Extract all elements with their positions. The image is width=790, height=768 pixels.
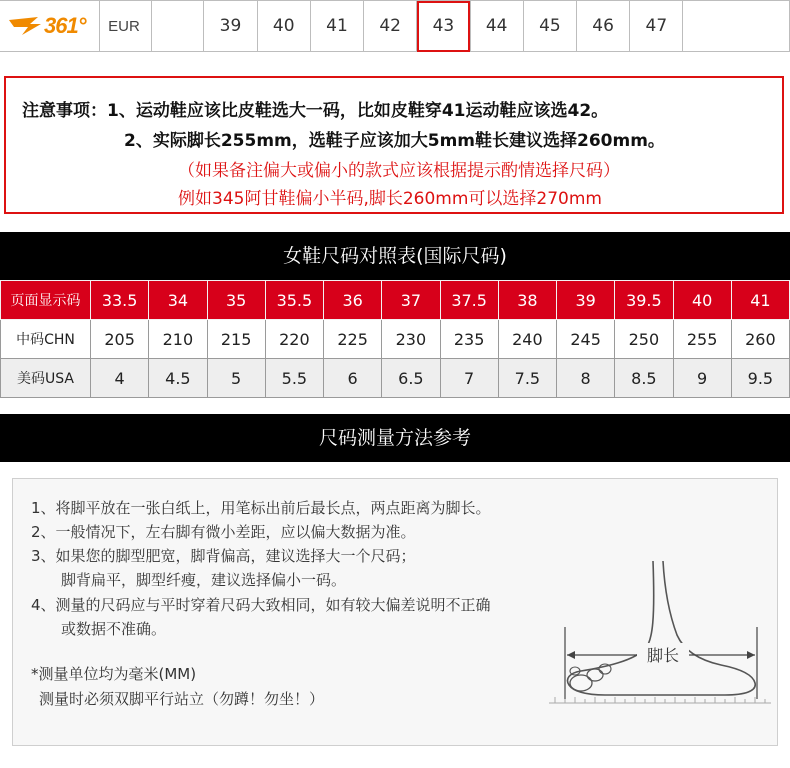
size-cell: 33.5 <box>91 281 149 320</box>
size-cell: 255 <box>673 320 731 359</box>
measure-step-3-cont: 脚背扁平，脚型纤瘦，建议选择偏小一码。 <box>61 571 347 589</box>
size-cell: 41 <box>731 281 789 320</box>
size-cell: 36 <box>324 281 382 320</box>
notice-line-2: 2、实际脚长255mm，选鞋子应该加大5mm鞋长建议选择260mm。 <box>124 131 665 151</box>
size-cell: 8.5 <box>615 359 673 398</box>
size-cell: 37 <box>382 281 440 320</box>
size-cell: 6 <box>324 359 382 398</box>
size-cell: 235 <box>440 320 498 359</box>
size-cell: 250 <box>615 320 673 359</box>
size-cell: 4 <box>91 359 149 398</box>
size-cell: 230 <box>382 320 440 359</box>
size-cell: 5.5 <box>265 359 323 398</box>
notice-line-4: 例如345阿甘鞋偏小半码,脚长260mm可以选择270mm <box>178 189 602 209</box>
eur-size-cell-selected: 43 <box>417 1 470 52</box>
size-cell: 205 <box>91 320 149 359</box>
unit-note: *测量单位均为毫米(MM) <box>31 665 197 683</box>
row-label: 中码CHN <box>1 320 91 359</box>
eur-size-cell: 42 <box>364 1 417 52</box>
foot-length-label: 脚长 <box>646 646 680 665</box>
foot-length-diagram <box>545 557 773 712</box>
measure-title: 尺码测量方法参考 <box>0 414 790 462</box>
size-cell: 220 <box>265 320 323 359</box>
measure-step-1: 1、将脚平放在一张白纸上，用笔标出前后最长点，两点距离为脚长。 <box>31 499 491 517</box>
row-chn-size <box>1 320 790 359</box>
size-cell: 37.5 <box>440 281 498 320</box>
eur-size-cell: 39 <box>204 1 257 52</box>
row-label: 页面显示码 <box>1 281 91 320</box>
measure-step-3: 3、如果您的脚型肥宽，脚背偏高，建议选择大一个尺码； <box>31 547 416 565</box>
size-cell: 240 <box>498 320 556 359</box>
stance-note: 测量时必须双脚平行站立（勿蹲！勿坐！） <box>39 690 325 708</box>
eur-size-cell: 44 <box>470 1 523 52</box>
measure-step-4-cont: 或数据不准确。 <box>61 620 167 638</box>
eur-size-cell: 47 <box>630 1 683 52</box>
measure-step-2: 2、一般情况下，左右脚有微小差距，应以偏大数据为准。 <box>31 523 416 541</box>
size-cell: 7 <box>440 359 498 398</box>
row-page-size <box>1 281 790 320</box>
size-cell: 245 <box>557 320 615 359</box>
size-cell: 9.5 <box>731 359 789 398</box>
eur-size-cell: 45 <box>523 1 576 52</box>
brand-name: 361° <box>44 13 86 38</box>
size-cell: 35 <box>207 281 265 320</box>
eur-size-table <box>0 0 790 52</box>
size-cell: 38 <box>498 281 556 320</box>
notice-line-3: （如果备注偏大或偏小的款式应该根据提示酌情选择尺码） <box>178 161 620 181</box>
size-cell: 39 <box>557 281 615 320</box>
size-cell: 40 <box>673 281 731 320</box>
row-label: 美码USA <box>1 359 91 398</box>
measure-panel <box>12 478 778 746</box>
eur-label: EUR <box>100 1 152 52</box>
row-usa-size <box>1 359 790 398</box>
eur-blank-cell <box>152 1 204 52</box>
size-cell: 4.5 <box>149 359 207 398</box>
size-cell: 210 <box>149 320 207 359</box>
brand-logo <box>0 1 100 52</box>
ruler-ticks <box>555 697 765 703</box>
size-cell: 5 <box>207 359 265 398</box>
eur-blank-cell <box>683 1 790 52</box>
size-cell: 225 <box>324 320 382 359</box>
eur-size-cell: 46 <box>577 1 630 52</box>
eur-size-strip <box>0 0 790 50</box>
eur-size-cell: 41 <box>310 1 363 52</box>
measure-step-4: 4、测量的尺码应与平时穿着尺码大致相同，如有较大偏差说明不正确 <box>31 596 491 614</box>
size-chart-table <box>0 280 790 398</box>
notice-line-1: 注意事项：1、运动鞋应该比皮鞋选大一码，比如皮鞋穿41运动鞋应该选42。 <box>22 101 609 121</box>
size-cell: 260 <box>731 320 789 359</box>
size-cell: 8 <box>557 359 615 398</box>
size-cell: 39.5 <box>615 281 673 320</box>
size-cell: 215 <box>207 320 265 359</box>
size-cell: 6.5 <box>382 359 440 398</box>
notice-box <box>4 76 784 214</box>
size-cell: 9 <box>673 359 731 398</box>
brand-swoosh-icon <box>8 16 42 36</box>
size-cell: 7.5 <box>498 359 556 398</box>
size-cell: 35.5 <box>265 281 323 320</box>
eur-size-cell: 40 <box>257 1 310 52</box>
size-chart-title: 女鞋尺码对照表(国际尺码) <box>0 232 790 280</box>
size-cell: 34 <box>149 281 207 320</box>
